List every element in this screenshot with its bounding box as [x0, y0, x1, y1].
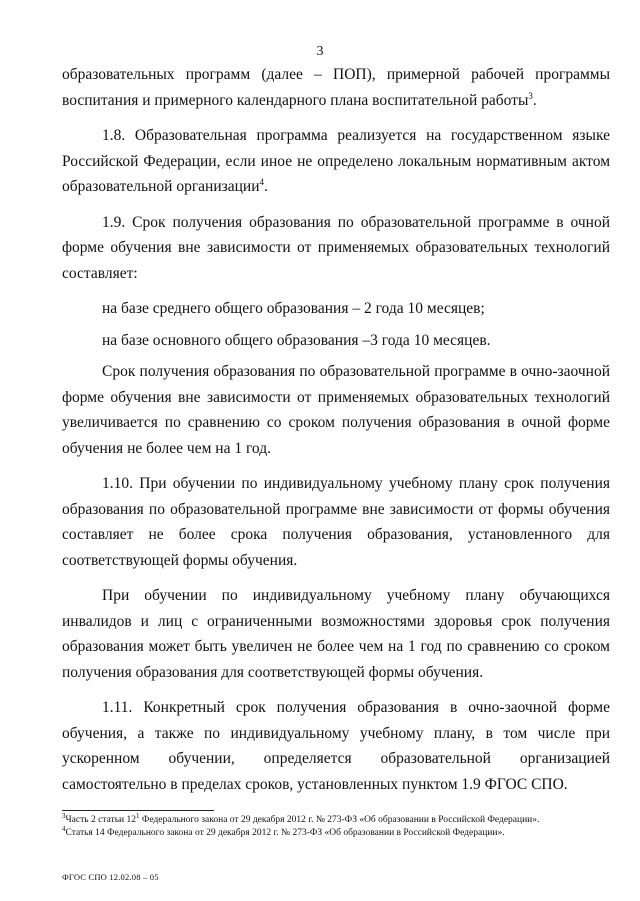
paragraph-1-11: 1.11. Конкретный срок получения образования в очно-заочной форме обучения, а также по индивидуальному учебному плану, в том числе при ускоренном обучении, определяется образовательной организацией самостоятельно в пределах сроков, установленных пунктом 1.9 ФГОС СПО. [62, 699, 610, 793]
footnote-ref-4: 4 [259, 176, 265, 187]
footnote-4: $^4$Статья 14 Федерального закона от 29 декабря 2012 г. № 273-ФЗ «Об образовании в Российской Федерации». [62, 824, 505, 838]
paragraph-continuation: образовательных программ (далее – ПОП), примерной рабочей программы воспитания и примерного календарного плана воспитательной работы$^3$. [62, 66, 610, 109]
list-item-basic: на базе основного общего образования –3 года 10 месяцев. [102, 331, 491, 349]
paragraph-1-8: 1.8. Образовательная программа реализуется на государственном языке Российской Федерации, если иное не определено локальным нормативным актом образовательной организации$^4$. [62, 127, 610, 195]
body-text [62, 62, 610, 807]
list-item-secondary: на базе среднего общего образования – 2 года 10 месяцев; [102, 300, 485, 317]
paragraph-disabilities: При обучении по индивидуальному учебному плану обучающихся инвалидов и лиц с ограниченными возможностями здоровья срок получения образования может быть увеличен не более чем на 1 год по сравнению со сроком получения образования для соответствующей формы обучения. [62, 587, 610, 681]
paragraph-1-10: 1.10. При обучении по индивидуальному учебному плану срок получения образования по образовательной программе вне зависимости от формы обучения составляет не более срока получения образования, установленного для соответствующей формы обучения. [62, 475, 610, 569]
paragraph-part-time: Срок получения образования по образовательной программе в очно-заочной форме обучения вне зависимости от применяемых образовательных технологий увеличивается по сравнению со сроком получения образования в очной форме обучения не более чем на 1 год. [62, 363, 610, 457]
paragraph-1-9: 1.9. Срок получения образования по образовательной программе в очной форме обучения вне зависимости от применяемых образовательных технологий составляет: [62, 213, 610, 282]
page-number: 3 [316, 44, 324, 59]
footnote-divider [62, 810, 214, 811]
footnotes [62, 811, 622, 840]
footnote-ref-3: 3 [528, 90, 533, 101]
footer-code: ФГОС СПО 12.02.08 – 05 [62, 872, 159, 882]
footnote-3: $^3$Часть 2 статьи $12^1$ Федерального закона от 29 декабря 2012 г. № 273-ФЗ «Об образовании в Российской Федерации». [62, 811, 540, 825]
